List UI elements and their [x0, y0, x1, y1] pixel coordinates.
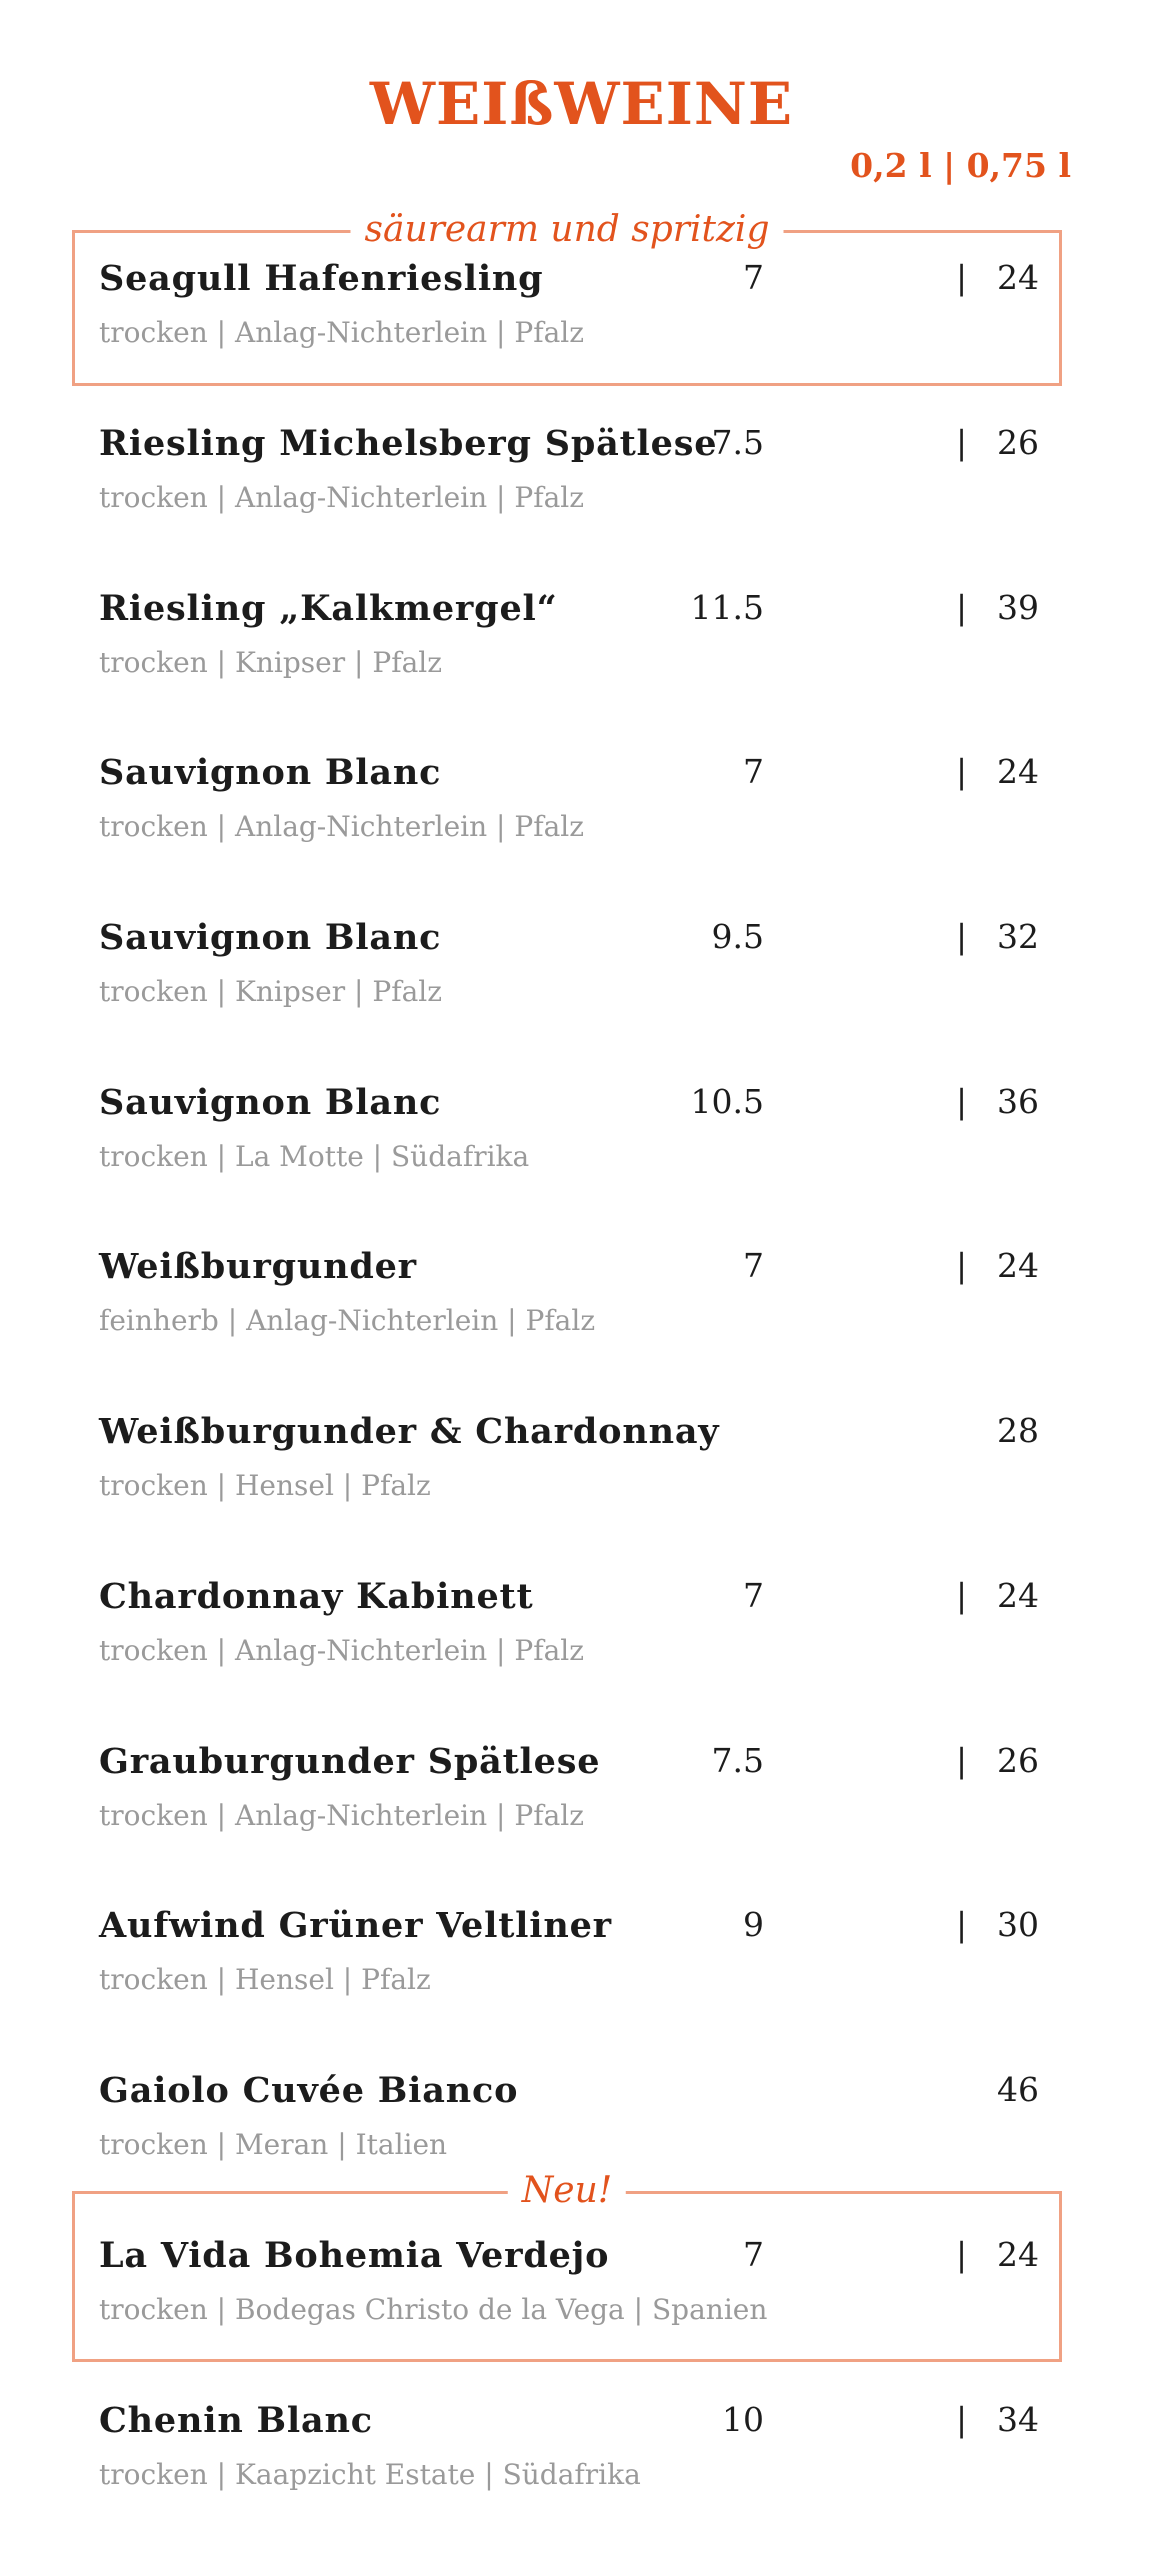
wine-item	[99, 1082, 1039, 1212]
volume-column-header: 0,2 l | 0,75 l	[850, 146, 1071, 185]
price-small-glass: 7.5	[711, 423, 764, 462]
price-separator: |	[956, 2400, 968, 2439]
wine-item	[99, 917, 1039, 1047]
wine-description: trocken | Bodegas Christo de la Vega | Spanien	[99, 2293, 768, 2326]
wine-item	[99, 258, 1039, 388]
wine-name: Sauvignon Blanc	[99, 752, 442, 793]
price-separator: |	[956, 752, 968, 791]
wine-description: feinherb | Anlag-Nichterlein | Pfalz	[99, 1304, 596, 1337]
price-separator: |	[956, 917, 968, 956]
price-bottle: 24	[997, 1246, 1039, 1285]
wine-item	[99, 1246, 1039, 1376]
wine-item	[99, 1741, 1039, 1871]
price-small-glass: 10.5	[690, 1082, 764, 1121]
wine-name: Gaiolo Cuvée Bianco	[99, 2070, 519, 2111]
wine-name: Sauvignon Blanc	[99, 917, 442, 958]
wine-description: trocken | Anlag-Nichterlein | Pfalz	[99, 1634, 584, 1667]
wine-name: Aufwind Grüner Veltliner	[99, 1905, 612, 1946]
price-separator: |	[956, 1905, 968, 1944]
wine-item	[99, 588, 1039, 718]
price-separator: |	[956, 1082, 968, 1121]
price-separator: |	[956, 588, 968, 627]
wine-item	[99, 1576, 1039, 1706]
wine-item	[99, 1905, 1039, 2035]
price-small-glass: 10	[722, 2400, 764, 2439]
price-bottle: 32	[997, 917, 1039, 956]
wine-description: trocken | La Motte | Südafrika	[99, 1140, 530, 1173]
wine-name: Seagull Hafenriesling	[99, 258, 544, 299]
wine-name: Chenin Blanc	[99, 2400, 373, 2441]
price-separator: |	[956, 1576, 968, 1615]
wine-item	[99, 423, 1039, 553]
wine-name: Weißburgunder	[99, 1246, 417, 1287]
price-small-glass: 7	[743, 1576, 764, 1615]
wine-name: Riesling „Kalkmergel“	[99, 588, 558, 629]
price-small-glass: 7	[743, 258, 764, 297]
price-bottle: 24	[997, 1576, 1039, 1615]
wine-description: trocken | Anlag-Nichterlein | Pfalz	[99, 481, 584, 514]
wine-description: trocken | Knipser | Pfalz	[99, 975, 442, 1008]
wine-description: trocken | Hensel | Pfalz	[99, 1469, 431, 1502]
price-bottle: 26	[997, 423, 1039, 462]
highlight-label-saeurearm: säurearm und spritzig	[351, 205, 784, 255]
price-bottle: 24	[997, 752, 1039, 791]
highlight-label-neu: Neu!	[508, 2166, 626, 2216]
wine-description: trocken | Hensel | Pfalz	[99, 1963, 431, 1996]
price-small-glass: 7.5	[711, 1741, 764, 1780]
price-small-glass: 7	[743, 2235, 764, 2274]
wine-item	[99, 2235, 1039, 2365]
wine-item	[99, 752, 1039, 882]
price-bottle: 30	[997, 1905, 1039, 1944]
wine-name: Chardonnay Kabinett	[99, 1576, 534, 1617]
wine-name: Weißburgunder & Chardonnay	[99, 1411, 720, 1452]
wine-description: trocken | Kaapzicht Estate | Südafrika	[99, 2458, 641, 2491]
wine-name: Riesling Michelsberg Spätlese	[99, 423, 718, 464]
price-small-glass: 7	[743, 1246, 764, 1285]
price-bottle: 46	[997, 2070, 1039, 2109]
price-separator: |	[956, 258, 968, 297]
page-title: WEIßWEINE	[369, 70, 794, 138]
wine-description: trocken | Anlag-Nichterlein | Pfalz	[99, 810, 584, 843]
price-separator: |	[956, 423, 968, 462]
wine-name: La Vida Bohemia Verdejo	[99, 2235, 610, 2276]
price-bottle: 24	[997, 2235, 1039, 2274]
price-small-glass: 11.5	[690, 588, 764, 627]
price-bottle: 39	[997, 588, 1039, 627]
price-bottle: 34	[997, 2400, 1039, 2439]
price-separator: |	[956, 1246, 968, 1285]
wine-description: trocken | Knipser | Pfalz	[99, 646, 442, 679]
price-small-glass: 9	[743, 1905, 764, 1944]
price-bottle: 26	[997, 1741, 1039, 1780]
wine-description: trocken | Anlag-Nichterlein | Pfalz	[99, 316, 584, 349]
price-bottle: 36	[997, 1082, 1039, 1121]
price-bottle: 28	[997, 1411, 1039, 1450]
price-bottle: 24	[997, 258, 1039, 297]
price-separator: |	[956, 1741, 968, 1780]
price-separator: |	[956, 2235, 968, 2274]
wine-description: trocken | Anlag-Nichterlein | Pfalz	[99, 1799, 584, 1832]
wine-description: trocken | Meran | Italien	[99, 2128, 448, 2161]
wine-item	[99, 2070, 1039, 2200]
wine-item	[99, 1411, 1039, 1541]
price-small-glass: 7	[743, 752, 764, 791]
wine-name: Grauburgunder Spätlese	[99, 1741, 601, 1782]
price-small-glass: 9.5	[711, 917, 764, 956]
wine-item	[99, 2400, 1039, 2530]
wine-name: Sauvignon Blanc	[99, 1082, 442, 1123]
